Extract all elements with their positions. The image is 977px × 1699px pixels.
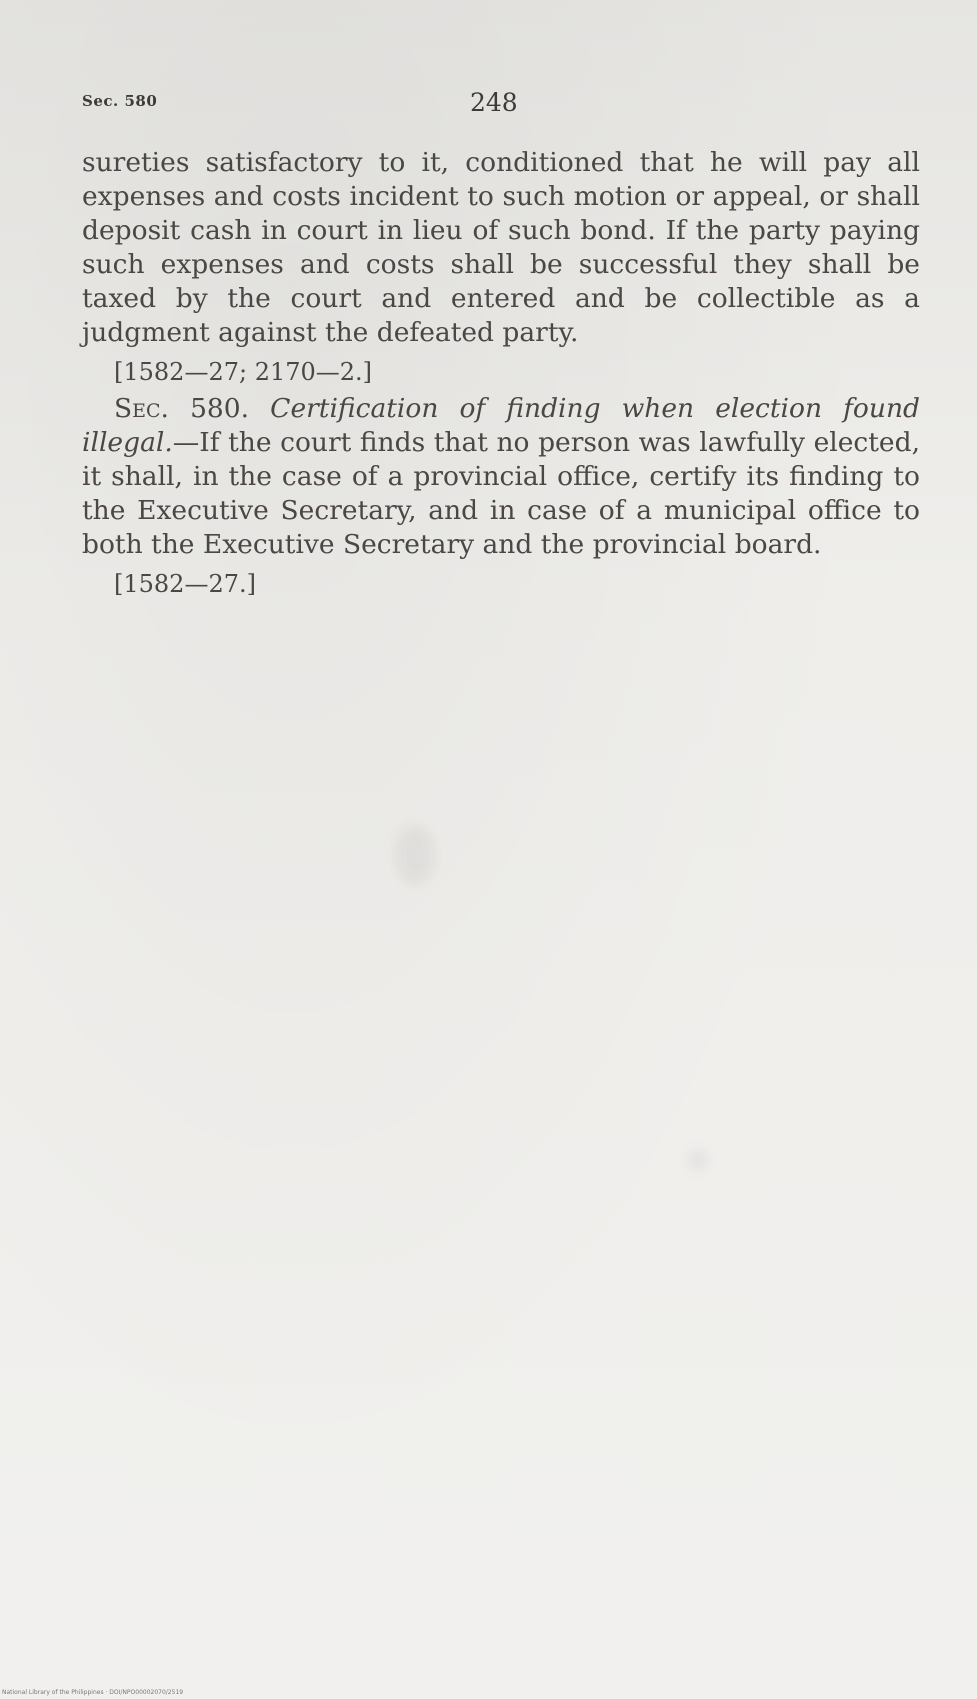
paper-smudge [395, 825, 435, 885]
section-label: Sec. 580. [114, 393, 250, 424]
citation: [1582—27; 2170—2.] [114, 358, 373, 386]
continuation-paragraph: sureties satisfactory to it, conditioned that he will pay all expenses and costs incident to such motion or appeal, or shall deposit cash in court in lieu of such bond. If the party paying such expenses and costs shall be successful they shall be taxed by the court and entered and be collectible as a judgment against the defeated party. [82, 147, 920, 348]
running-head-section: Sec. 580 [82, 92, 158, 110]
body-text [82, 146, 920, 604]
section-paragraph [82, 392, 920, 562]
page-number: 248 [470, 88, 518, 117]
section-body: —If the court finds that no person was lawfully elected, it shall, in the case of a provincial office, certify its finding to the Executive Secretary, and in case of a municipal office to both the Executive Secretary and the provincial board. [82, 427, 920, 560]
citation: [1582—27.] [114, 570, 256, 598]
library-stamp: National Library of the Philippines · DOI/NPO00002070/2519 [2, 1689, 184, 1696]
section-heading: Certification of finding when election found illegal. [82, 393, 920, 458]
paper-smudge [688, 1150, 708, 1170]
